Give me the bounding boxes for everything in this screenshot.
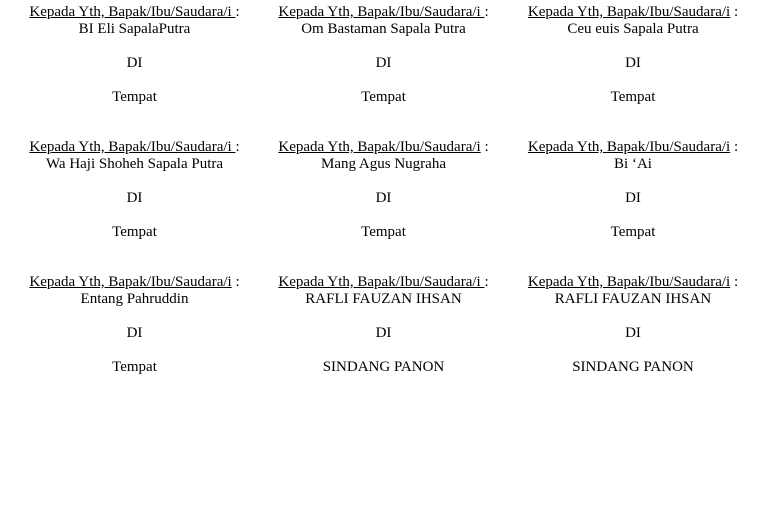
recipient-name: Om Bastaman Sapala Putra	[301, 21, 466, 37]
place-text: Tempat	[112, 224, 157, 240]
spacer	[10, 207, 259, 224]
salutation-colon: :	[730, 4, 739, 20]
di-text: DI	[375, 325, 392, 341]
spacer	[259, 173, 508, 190]
spacer	[10, 38, 259, 55]
salutation-text: Kepada Yth, Bapak/Ibu/Saudara/i	[278, 4, 485, 20]
spacer	[508, 38, 758, 55]
salutation-text: Kepada Yth, Bapak/Ibu/Saudara/i	[29, 139, 236, 155]
salutation-colon: :	[480, 139, 489, 155]
spacer	[259, 207, 508, 224]
spacer	[508, 173, 758, 190]
label-grid	[10, 4, 758, 409]
address-label	[508, 4, 758, 139]
recipient-name: Entang Pahruddin	[80, 291, 189, 307]
spacer	[10, 342, 259, 359]
salutation-line	[259, 274, 508, 291]
salutation-colon: :	[235, 4, 240, 20]
salutation-colon: :	[484, 4, 489, 20]
recipient-name: Ceu euis Sapala Putra	[567, 21, 699, 37]
spacer	[259, 342, 508, 359]
salutation-colon: :	[730, 139, 739, 155]
salutation-text: Kepada Yth, Bapak/Ibu/Saudara/i	[29, 274, 232, 290]
place-text: SINDANG PANON	[572, 359, 694, 375]
spacer	[10, 72, 259, 89]
spacer	[508, 207, 758, 224]
spacer	[259, 308, 508, 325]
spacer	[508, 342, 758, 359]
recipient-name: RAFLI FAUZAN IHSAN	[305, 291, 462, 307]
address-label	[259, 139, 508, 274]
address-label	[259, 274, 508, 409]
di-text: DI	[375, 55, 392, 71]
recipient-name: Bi ‘Ai	[614, 156, 652, 172]
salutation-text: Kepada Yth, Bapak/Ibu/Saudara/i	[527, 4, 731, 20]
salutation-line	[508, 274, 758, 291]
salutation-colon: :	[231, 274, 240, 290]
salutation-colon: :	[484, 274, 489, 290]
salutation-text: Kepada Yth, Bapak/Ibu/Saudara/i	[278, 139, 481, 155]
address-label	[508, 139, 758, 274]
salutation-line	[10, 4, 259, 21]
recipient-name: RAFLI FAUZAN IHSAN	[554, 291, 712, 307]
recipient-name: BI Eli SapalaPutra	[78, 21, 191, 37]
spacer	[259, 72, 508, 89]
spacer	[259, 38, 508, 55]
place-text: Tempat	[112, 89, 157, 105]
salutation-colon: :	[235, 139, 240, 155]
spacer	[508, 72, 758, 89]
address-label	[10, 139, 259, 274]
di-text: DI	[126, 190, 143, 206]
place-text: Tempat	[361, 224, 406, 240]
salutation-text: Kepada Yth, Bapak/Ibu/Saudara/i	[29, 4, 236, 20]
place-text: Tempat	[610, 89, 656, 105]
recipient-name: Wa Haji Shoheh Sapala Putra	[45, 156, 224, 172]
di-text: DI	[126, 55, 143, 71]
salutation-line	[508, 4, 758, 21]
di-text: DI	[625, 190, 641, 206]
salutation-text: Kepada Yth, Bapak/Ibu/Saudara/i	[278, 274, 485, 290]
salutation-line	[508, 139, 758, 156]
di-text: DI	[126, 325, 143, 341]
place-text: Tempat	[112, 359, 157, 375]
spacer	[10, 173, 259, 190]
address-label	[508, 274, 758, 409]
place-text: SINDANG PANON	[322, 359, 445, 375]
salutation-line	[259, 4, 508, 21]
salutation-line	[10, 274, 259, 291]
address-label	[10, 4, 259, 139]
salutation-colon: :	[730, 274, 739, 290]
spacer	[508, 308, 758, 325]
di-text: DI	[625, 55, 641, 71]
place-text: Tempat	[610, 224, 656, 240]
place-text: Tempat	[361, 89, 406, 105]
salutation-line	[259, 139, 508, 156]
address-label	[259, 4, 508, 139]
salutation-text: Kepada Yth, Bapak/Ibu/Saudara/i	[527, 139, 731, 155]
spacer	[10, 308, 259, 325]
di-text: DI	[625, 325, 641, 341]
di-text: DI	[375, 190, 392, 206]
salutation-text: Kepada Yth, Bapak/Ibu/Saudara/i	[527, 274, 731, 290]
salutation-line	[10, 139, 259, 156]
address-label	[10, 274, 259, 409]
recipient-name: Mang Agus Nugraha	[321, 156, 446, 172]
